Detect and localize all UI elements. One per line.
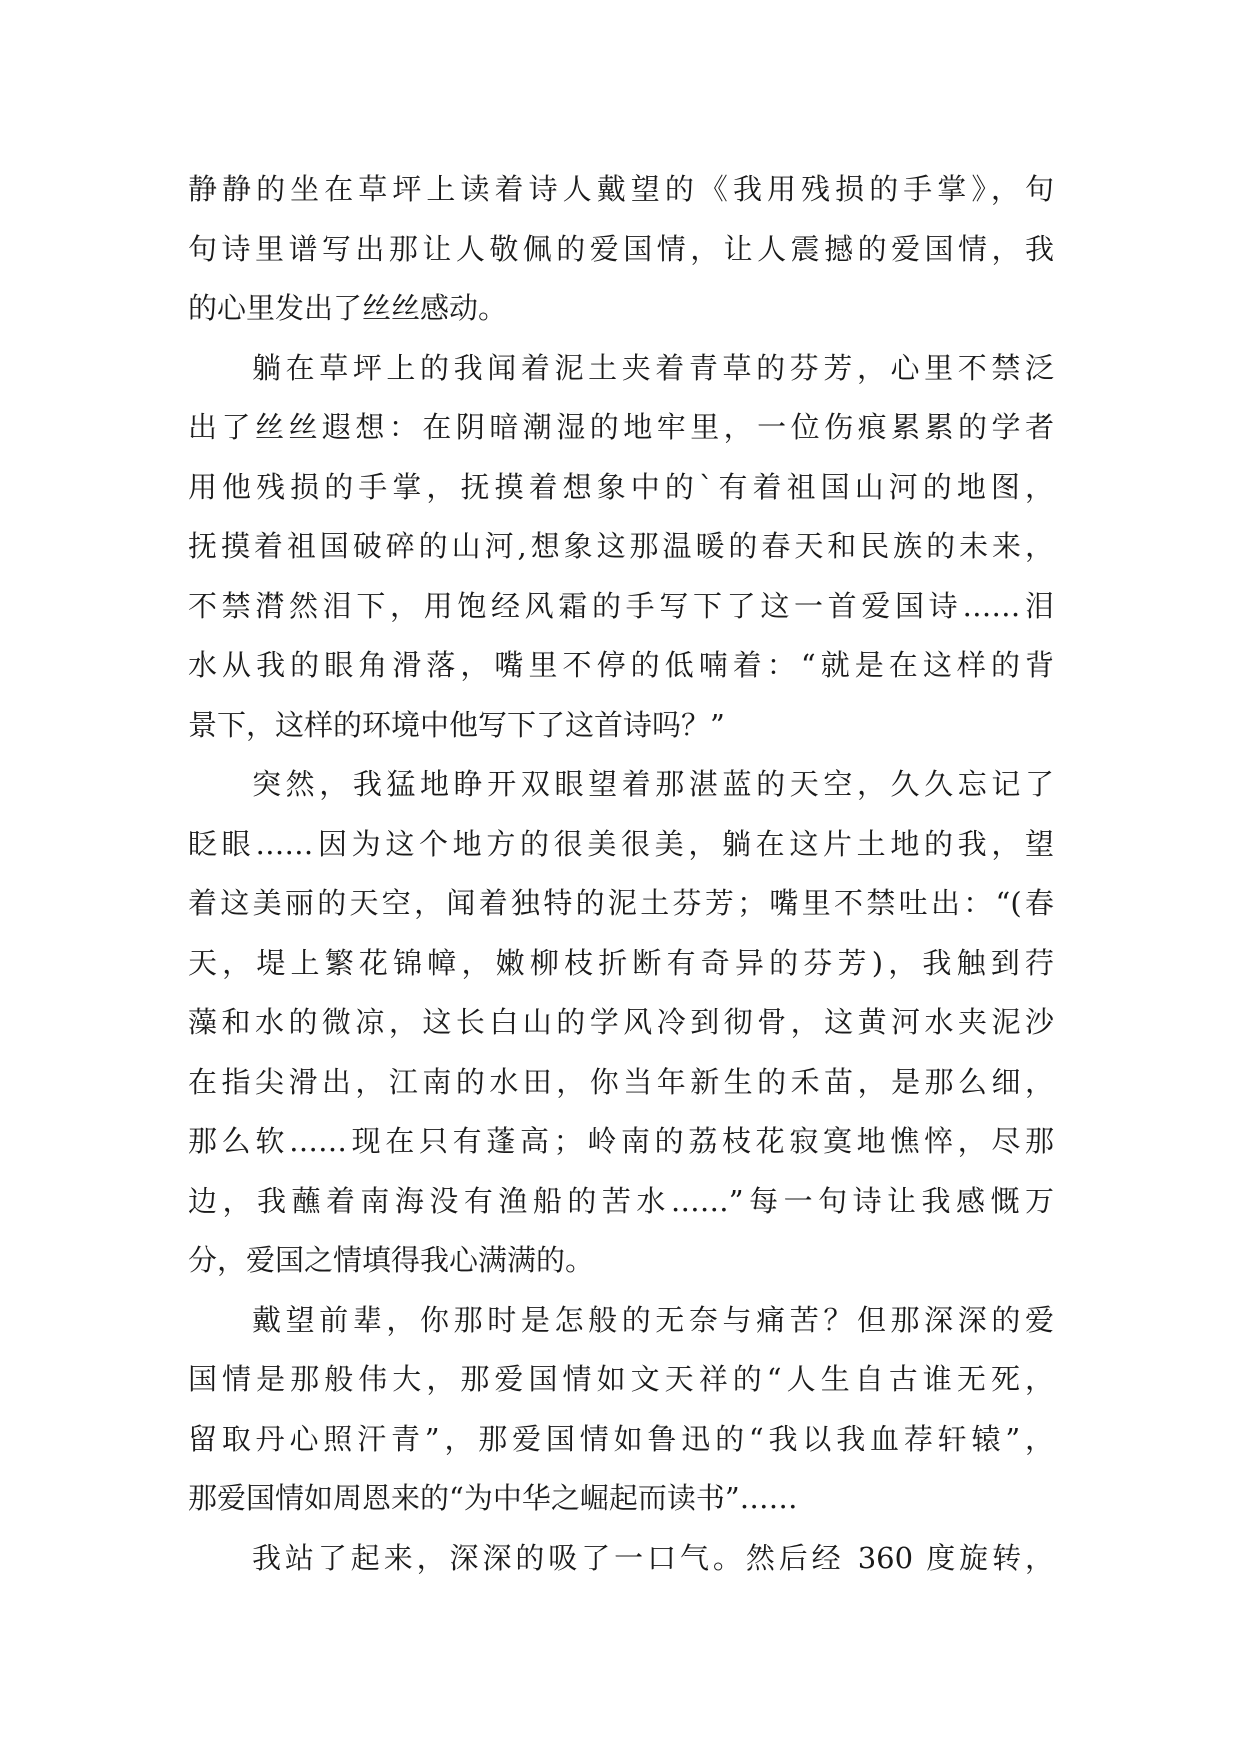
text-line: 分，爱国之情填得我心满满的。 xyxy=(188,1243,595,1277)
paragraph-start-line: 戴望前辈，你那时是怎般的无奈与痛苦？但那深深的爱 xyxy=(252,1302,1054,1337)
text-line: 的心里发出了丝丝感动。 xyxy=(188,291,508,325)
essay-body xyxy=(188,160,1054,1588)
text-line: 静静的坐在草坪上读着诗人戴望的《我用残损的手掌》，句 xyxy=(188,172,1054,206)
text-line: 藻和水的微凉，这长白山的学风冷到彻骨，这黄河水夹泥沙 xyxy=(188,1005,1054,1039)
text-line: 着这美丽的天空，闻着独特的泥土芬芳；嘴里不禁吐出：“(春 xyxy=(188,886,1054,920)
text-line: 句诗里谱写出那让人敬佩的爱国情，让人震撼的爱国情，我 xyxy=(188,231,1054,266)
text-line: 天，堤上繁花锦幛，嫩柳枝折断有奇异的芬芳)，我触到荇 xyxy=(188,945,1054,980)
text-line: 那爱国情如周恩来的“为中华之崛起而读书”…… xyxy=(188,1481,798,1515)
text-line: 国情是那般伟大，那爱国情如文天祥的“人生自古谁无死， xyxy=(188,1362,1054,1396)
text-line: 景下，这样的环境中他写下了这首诗吗？” xyxy=(188,707,725,742)
paragraph-start-line: 突然，我猛地睁开双眼望着那湛蓝的天空，久久忘记了 xyxy=(252,767,1054,801)
text-line: 抚摸着祖国破碎的山河,想象这那温暖的春天和民族的未来， xyxy=(188,529,1054,563)
text-line: 边，我蘸着南海没有渔船的苦水……”每一句诗让我感慨万 xyxy=(188,1183,1054,1218)
text-line: 在指尖滑出，江南的水田，你当年新生的禾苗，是那么细， xyxy=(188,1064,1054,1099)
text-line: 那么软……现在只有蓬高；岭南的荔枝花寂寞地憔悴，尽那 xyxy=(188,1124,1054,1158)
text-line: 水从我的眼角滑落，嘴里不停的低喃着：“就是在这样的背 xyxy=(188,648,1054,682)
text-line: 不禁潸然泪下，用饱经风霜的手写下了这一首爱国诗……泪 xyxy=(188,588,1054,623)
paragraph-start-line: 我站了起来，深深的吸了一口气。然后经 360 度旋转， xyxy=(252,1540,1054,1575)
text-line: 留取丹心照汗青”，那爱国情如鲁迅的“我以我血荐轩辕”， xyxy=(188,1421,1054,1456)
text-line: 用他残损的手掌，抚摸着想象中的`有着祖国山河的地图， xyxy=(188,469,1054,504)
text-line: 出了丝丝遐想：在阴暗潮湿的地牢里，一位伤痕累累的学者 xyxy=(188,410,1054,444)
paragraph-start-line: 躺在草坪上的我闻着泥土夹着青草的芬芳，心里不禁泛 xyxy=(252,350,1054,385)
text-line: 眨眼……因为这个地方的很美很美，躺在这片土地的我，望 xyxy=(188,826,1054,861)
